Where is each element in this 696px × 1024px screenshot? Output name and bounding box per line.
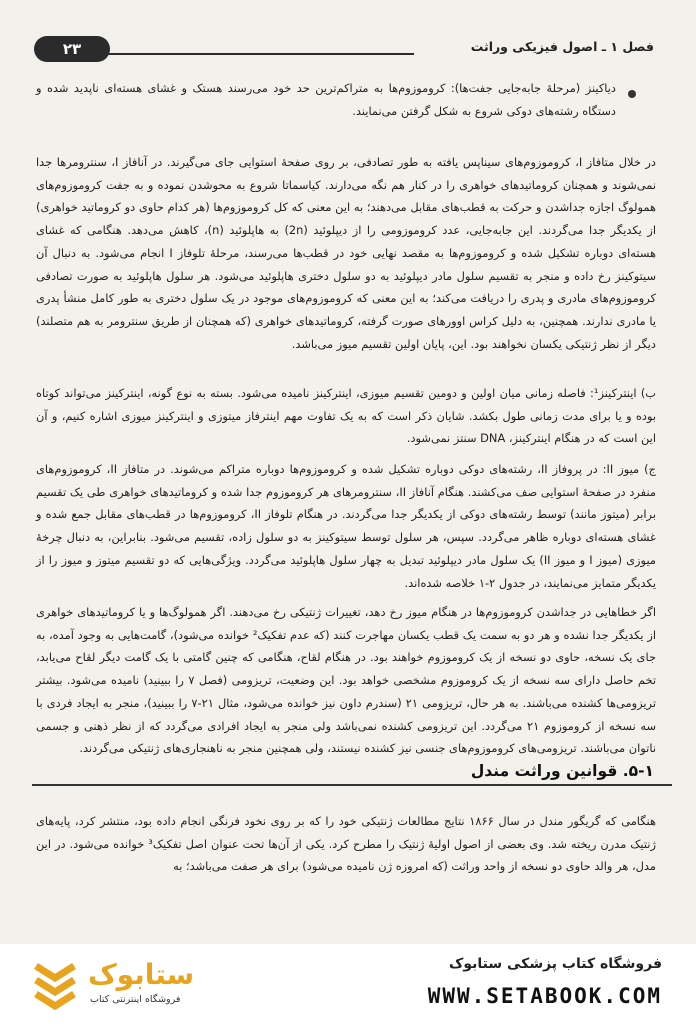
chapter-title: فصل ۱ ـ اصول فیزیکی وراثت <box>470 39 654 54</box>
chevron-logo-icon <box>30 958 80 1010</box>
running-header <box>34 36 654 62</box>
paragraph-mendel: هنگامی که گریگور مندل در سال ۱۸۶۶ نتایج مطالعات ژنتیکی خود را که بر روی نخود فرنگی انجام داده بود، منتشر کرد، پایه‌های ژنتیک مدرن ریخته شد. وی بعضی از اصول اولیهٔ ژنتیک را مطرح کرد. یکی از آن‌ها تحت عنوان اصل تفکیک³ خوانده می‌شود. در این مدل، هر والد حاوی دو نسخه از واحد وراثت (که امروزه ژن نامیده می‌شود) برای هر صفت می‌باشد؛ به <box>36 814 656 874</box>
section-rule <box>32 784 672 786</box>
store-name: فروشگاه کتاب پزشکی ستابوک <box>449 956 662 972</box>
header-rule <box>104 53 414 55</box>
section-heading <box>32 762 654 790</box>
bullet-icon <box>628 90 636 98</box>
logo-wordmark: ستابوک <box>88 958 195 991</box>
store-logo[interactable] <box>30 956 270 1016</box>
store-url-link[interactable]: WWW.SETABOOK.COM <box>427 984 662 1008</box>
paragraph-metaphase: در خلال متافاز I، کروموزوم‌های سیناپس یافته به طور تصادفی، بر روی صفحهٔ استوایی جای می‌گیرند. در آنافاز I، سنترومرها جدا نمی‌شوند و همچنان کروماتیدهای خواهری را در کنار هم نگه می‌دارند. کیاسماتا شروع به محوشدن نموده و به جفت کروموزوم‌های همولوگ اجازه جداشدن و حرکت به قطب‌های مقابل می‌دهند؛ به این معنی که کل کروموزوم‌ها (هر کدام حاوی دو کروماتید خواهری) از یکدیگر جدا می‌گردند. این جابه‌جایی، عدد کروموزومی را از دیپلوئید (2n) به هاپلوئید (n)، کاهش می‌دهد. هنگامی که غشای هسته‌ای دوباره تشکیل شده و کروموزوم‌ها به مقصد نهایی خود در قطب‌ها می‌رسند، مرحلهٔ تلوفاز I انجام می‌شود. به دنبال آن سیتوکینز رخ داده و منجر به تقسیم سلول مادر دیپلوئید به دو سلول دختری هاپلوئید می‌شود. هر سلول هاپلوئید به صورت تصادفی کروموزوم‌های مادری و پدری را دریافت می‌کند؛ به این معنی که کروموزوم‌های موجود در یک سلول دختری به طور کامل منشأ پدری یا مادری ندارند. همچنین، به دلیل کراس اوورهای صورت گرفته، کروماتیدهای خواهری (که همچنان از طریق سنترومر به هم متصلند) دیگر از نظر ژنتیکی یکسان نخواهند بود. این، پایان اولین تقسیم میوز می‌باشد. <box>36 155 657 351</box>
logo-subtitle: فروشگاه اینترنتی کتاب <box>90 994 181 1005</box>
paragraph-nondisjunction: اگر خطاهایی در جداشدن کروموزوم‌ها در هنگام میوز رخ دهد، تغییرات ژنتیکی رخ می‌دهند. اگر همولوگ‌ها و یا کروماتیدهای خواهری از یکدیگر جدا نشده و هر دو به سمت یک قطب یکسان مهاجرت کنند (که عدم تفکیک² خوانده می‌شود)، گامت‌هایی به وجود آمده، به جای یک نسخه، حاوی دو نسخه از یک کروموزوم خواهند بود. در هنگام لقاح، هنگامی که چنین گامتی با یک گامت دیگر لقاح می‌یابد، تخم حاصل دارای سه نسخه از یک کروموزوم مشخصی خواهد بود. این وضعیت، تریزومی (فصل ۷ را ببینید) نامیده می‌شود. بیشتر تریزومی‌ها کشنده می‌باشند. به هر حال، تریزومی ۲۱ (سندرم داون نیز خوانده می‌شود، مثال ۲۱-۷ را ببینید)، منجر به ایجاد فردی با سه نسخه از کروموزوم ۲۱ می‌گردد. این تریزومی کشنده نمی‌باشد ولی منجر به ایجاد افرادی می‌گردد که از نظر ذهنی و جسمی ناتوان می‌باشند. تریزومی‌های کروموزوم‌های جنسی نیز کشنده نیستند، ولی همچنین منجر به ناهنجاری‌های ژنتیکی می‌گردند. <box>36 605 657 756</box>
store-footer <box>0 944 696 1024</box>
page-number: ۲۳ <box>34 36 110 62</box>
section-title: ۵-۱. قوانین وراثت مندل <box>470 762 654 780</box>
paragraph-diakinesis: دیاکینز (مرحلهٔ جابه‌جایی جفت‌ها): کروموزوم‌ها به متراکم‌ترین حد خود می‌رسند هستک و غشای هسته‌ای ناپدید شده و دستگاه رشته‌های دوکی شروع به شکل گرفتن می‌نمایند. <box>36 81 616 118</box>
paragraph-interkinesis: ب) اینترکینز¹: فاصله زمانی میان اولین و دومین تقسیم میوزی، اینترکینز نامیده می‌شود. بسته به نوع گونه، اینترکینز می‌تواند کوتاه بوده و یا برای مدت زمانی طول بکشد. شایان ذکر است که به یک تفاوت مهم اینترفاز میتوزی و اینترکینز میوزی اشاره کنیم، و آن این است که در هنگام اینترکینز، DNA سنتز نمی‌شود. <box>36 386 656 446</box>
paragraph-meiosis-2: ج) میوز II: در پروفاز II، رشته‌های دوکی دوباره تشکیل شده و کروموزوم‌ها دوباره متراکم می‌شوند. در متافاز II، کروموزوم‌های منفرد در صفحهٔ استوایی صف می‌کشند. هنگام آنافاز II، سنترومرهای هر کروموزوم جدا شده و کروماتیدهای خواهری طی یک تقسیم برابر (میتوز مانند) توسط رشته‌های دوکی از یکدیگر جدا می‌گردند. در هنگام تلوفاز II، کروموزوم‌ها در قطب‌های مقابل جمع شده و غشای هسته‌ای دوباره ظاهر می‌گردد. سپس، هر سلول توسط سیتوکینز به دو سلول زاده، تقسیم می‌شود. بنابراین، به دنبال چرخهٔ میوزی (میوز I و میوز II) یک سلول مادر دیپلوئید تبدیل به چهار سلول هاپلوئید می‌گردد. ویژگی‌هایی که دو تقسیم میتوز و میوز را از یکدیگر متمایز می‌نمایند، در جدول ۲-۱ خلاصه شده‌اند. <box>36 462 656 590</box>
